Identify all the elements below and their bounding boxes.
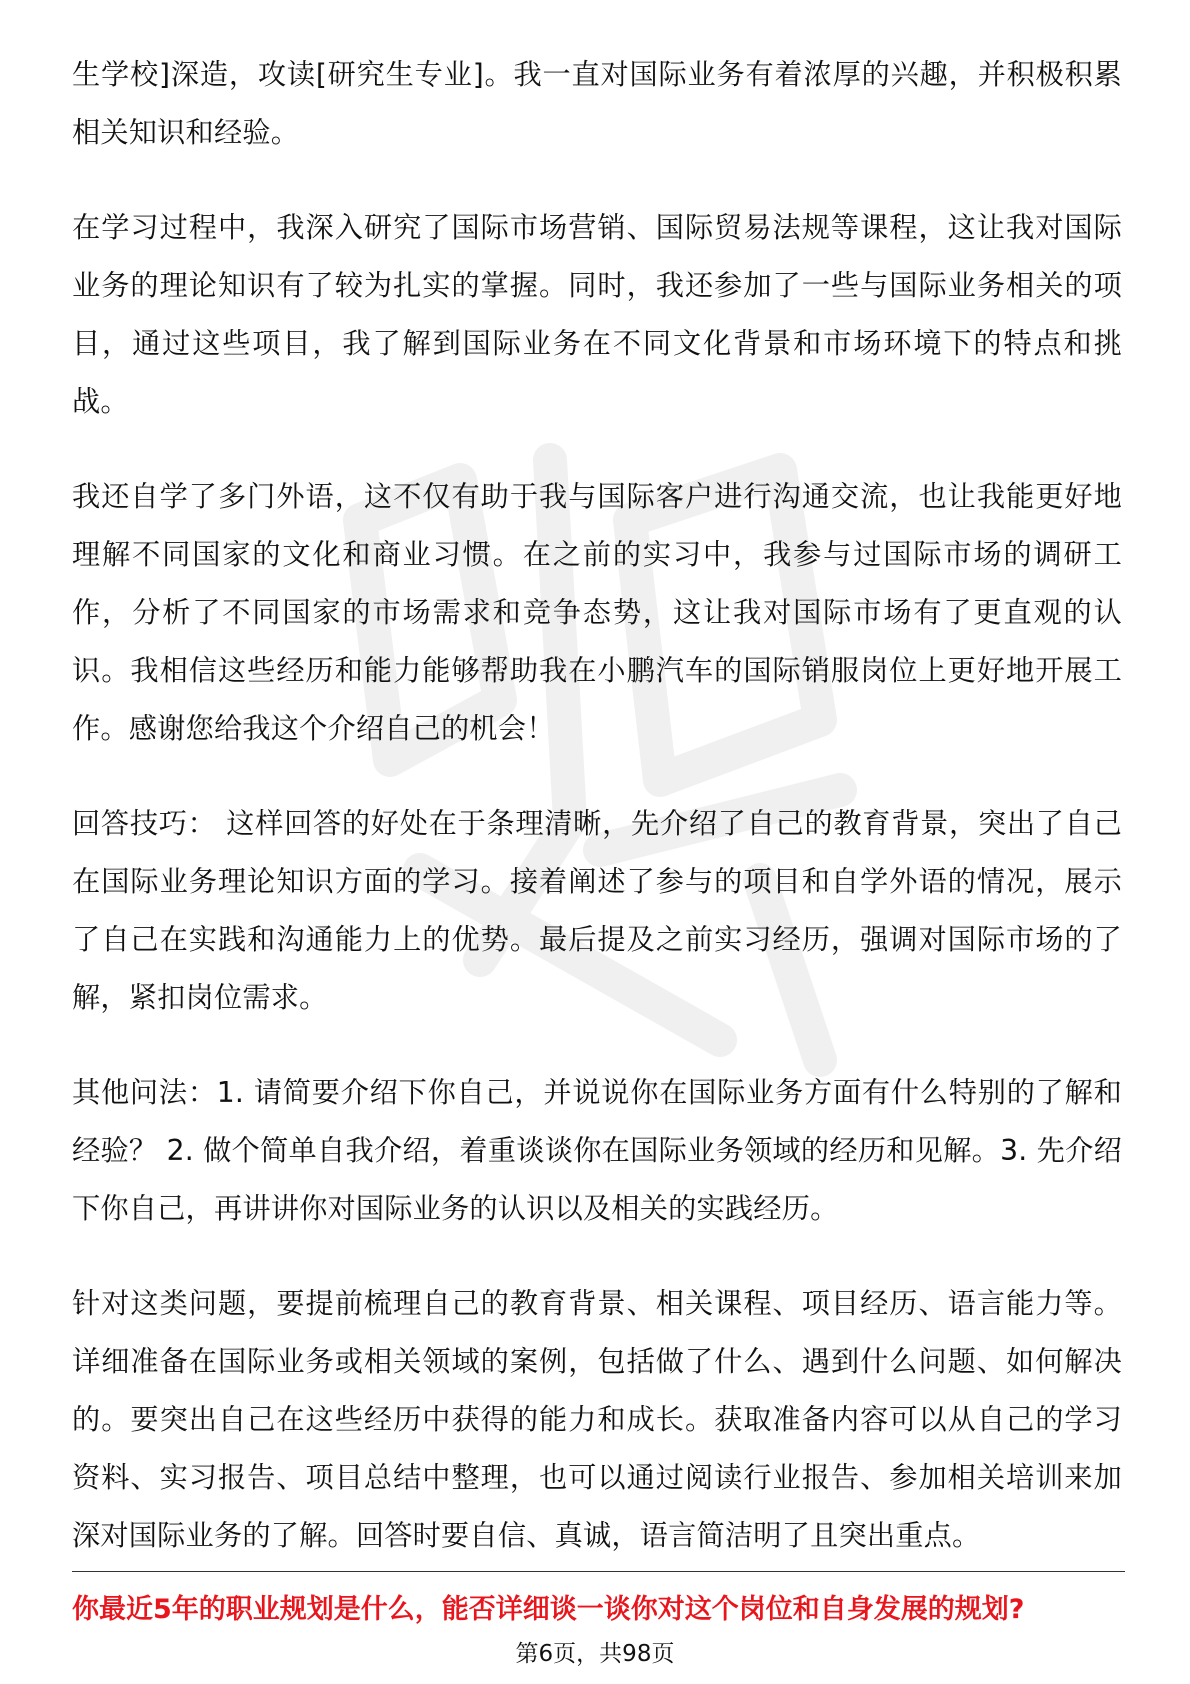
next-question-heading: 你最近5年的职业规划是什么，能否详细谈一谈你对这个岗位和自身发展的规划? [72,1594,1025,1625]
section-divider [72,1571,1125,1572]
paragraph-answer-tips: 回答技巧： 这样回答的好处在于条理清晰，先介绍了自己的教育背景，突出了自己在国际业务理论知识方面的学习。接着阐述了参与的项目和自学外语的情况，展示了自己在实践和沟通能力上的优势。最后提及之前实习经历，强调对国际市场的了解，紧扣岗位需求。 [72,807,1122,1014]
paragraph-education-continued: 生学校]深造，攻读[研究生专业]。我一直对国际业务有着浓厚的兴趣，并积极积累相关知识和经验。 [72,58,1122,149]
paragraph-courses-projects: 在学习过程中，我深入研究了国际市场营销、国际贸易法规等课程，这让我对国际业务的理论知识有了较为扎实的掌握。同时，我还参加了一些与国际业务相关的项目，通过这些项目，我了解到国际业务在不同文化背景和市场环境下的特点和挑战。 [72,211,1122,418]
paragraph-languages-internship: 我还自学了多门外语，这不仅有助于我与国际客户进行沟通交流，也让我能更好地理解不同国家的文化和商业习惯。在之前的实习中，我参与过国际市场的调研工作，分析了不同国家的市场需求和竞争态势，这让我对国际市场有了更直观的认识。我相信这些经历和能力能够帮助我在小鹏汽车的国际销服岗位上更好地开展工作。感谢您给我这个介绍自己的机会！ [72,480,1122,745]
page-number: 第6页，共98页 [515,1641,675,1667]
body-text [72,46,1122,1602]
paragraph-preparation-advice: 针对这类问题，要提前梳理自己的教育背景、相关课程、项目经历、语言能力等。详细准备在国际业务或相关领域的案例，包括做了什么、遇到什么问题、如何解决的。要突出自己在这些经历中获得的能力和成长。获取准备内容可以从自己的学习资料、实习报告、项目总结中整理，也可以通过阅读行业报告、参加相关培训来加深对国际业务的了解。回答时要自信、真诚，语言简洁明了且突出重点。 [72,1287,1122,1552]
paragraph-other-phrasings: 其他问法：1. 请简要介绍下你自己，并说说你在国际业务方面有什么特别的了解和经验？ 2. 做个简单自我介绍，着重谈谈你在国际业务领域的经历和见解。3. 先介绍下你自己，再讲讲你对国际业务的认识以及相关的实践经历。 [72,1076,1122,1225]
